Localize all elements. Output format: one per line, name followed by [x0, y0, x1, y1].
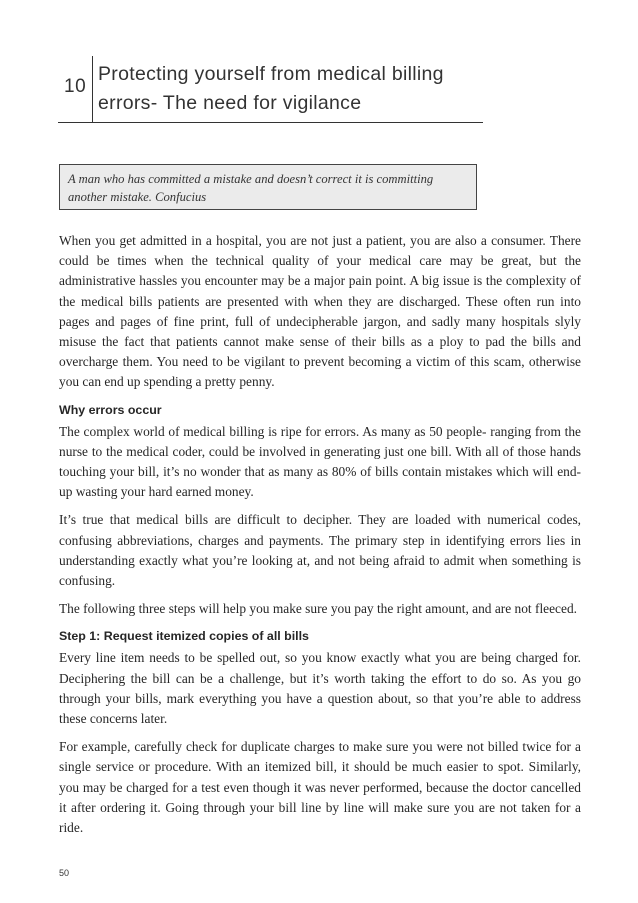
chapter-number: 10	[64, 76, 87, 97]
paragraph: The complex world of medical billing is ripe for errors. As many as 50 people- ranging from the nurse to the medical coder, could be involved in generating just one bill. With all of those hands touching your bill, it’s no wonder that as many as 80% of bills contain mistakes which will end-up wasting your hard earned money.	[59, 423, 581, 500]
paragraph: It’s true that medical bills are difficult to decipher. They are loaded with numerical codes, confusing abbreviations, charges and payments. The primary step in identifying errors lies in understanding exactly what you’re looking at, and not being afraid to admit when something is confusing.	[59, 512, 581, 589]
epigraph-text: A man who has committed a mistake and doesn’t correct it is committing another mistake. Confucius	[68, 172, 434, 204]
body-content	[59, 231, 581, 846]
epigraph-box	[59, 164, 477, 210]
page-number: 50	[59, 868, 70, 878]
section-heading-step-1: Step 1: Request itemized copies of all bills	[59, 629, 309, 644]
intro-paragraph: When you get admitted in a hospital, you are not just a patient, you are also a consumer. There could be times when the technical quality of your medical care may be great, but the administrative hassles you encounter may be a major pain point. A big issue is the complexity of the medical bills patients are presented with when they are discharged. These often run into pages and pages of fine print, full of undecipherable jargon, and sadly many hospitals slyly misuse the fact that patients cannot make sense of their bills as a ploy to pad the bills and overcharge them. You need to be vigilant to prevent becoming a victim of this scam, otherwise you can end up spending a pretty penny.	[59, 233, 581, 390]
chapter-header	[58, 52, 483, 123]
chapter-title: Protecting yourself from medical billing errors- The need for vigilance	[98, 63, 444, 114]
paragraph: Every line item needs to be spelled out, so you know exactly what you are being charged for. Deciphering the bill can be a challenge, but it’s worth taking the effort to do so. As you go through your bills, mark everything you have a question about, so that you’re able to address these concerns later.	[59, 650, 581, 727]
chapter-divider	[92, 56, 93, 122]
paragraph: The following three steps will help you make sure you pay the right amount, and are not fleeced.	[59, 601, 577, 617]
paragraph: For example, carefully check for duplicate charges to make sure you were not billed twice for a single service or procedure. With an itemized bill, it should be much easier to spot. Similarly, you may be charged for a test even though it was never performed, because the doctor cancelled it after ordering it. Going through your bill line by line will make sure you are not taken for a ride.	[59, 739, 581, 836]
section-heading-why-errors: Why errors occur	[59, 402, 162, 417]
